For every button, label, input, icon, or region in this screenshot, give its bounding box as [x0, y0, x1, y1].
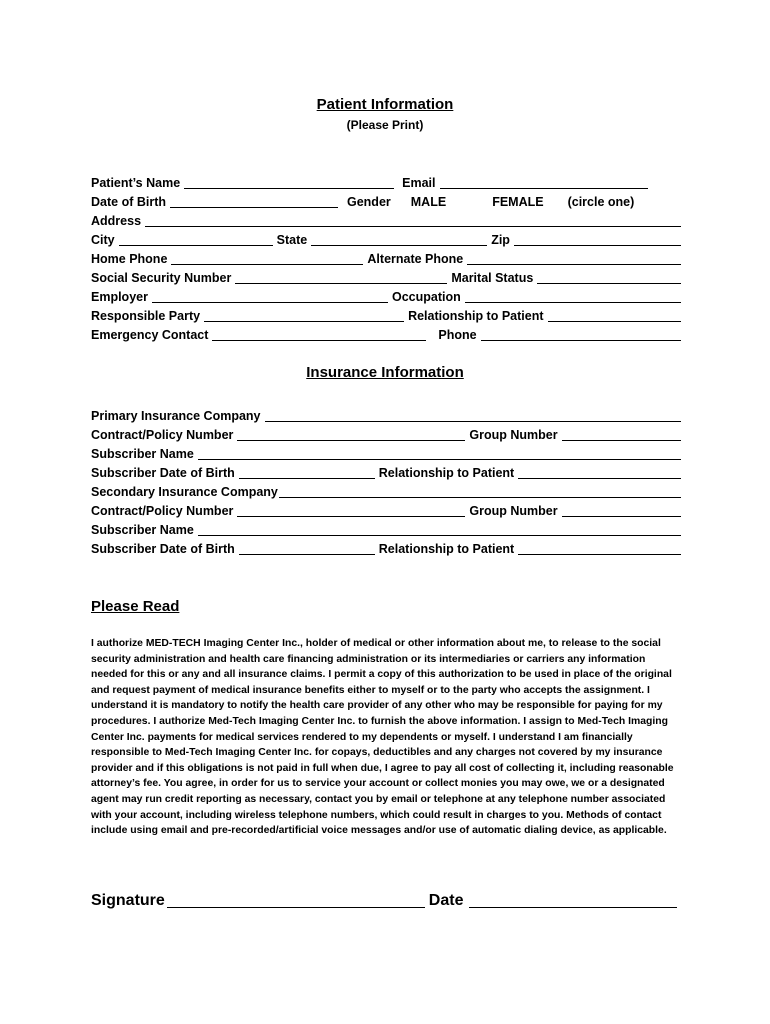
emergency-contact-field[interactable]: [212, 328, 426, 341]
row-address: [91, 212, 681, 228]
page-subtitle: (Please Print): [346, 118, 424, 132]
circle-one-hint: (circle one): [567, 195, 635, 209]
secondary-relationship-field[interactable]: [518, 542, 681, 555]
row-phones: [91, 250, 681, 266]
city-field[interactable]: [119, 233, 273, 246]
dob-field[interactable]: [170, 195, 338, 208]
emergency-contact-label: Emergency Contact: [91, 328, 209, 342]
ssn-field[interactable]: [235, 271, 447, 284]
secondary-relationship-label: Relationship to Patient: [378, 542, 515, 556]
gender-male-option[interactable]: MALE: [410, 195, 447, 209]
page-title: Patient Information: [316, 96, 454, 113]
patient-name-label: Patient’s Name: [91, 176, 181, 190]
secondary-subscriber-name-field[interactable]: [198, 523, 681, 536]
date-label: Date: [428, 892, 464, 909]
signature-field[interactable]: [167, 890, 425, 908]
secondary-subscriber-name-label: Subscriber Name: [91, 523, 194, 537]
responsible-party-field[interactable]: [204, 309, 404, 322]
please-read-heading: Please Read: [91, 598, 180, 615]
phone-label: Phone: [438, 328, 477, 342]
row-secondary-subscriber: [91, 521, 681, 537]
primary-relationship-label: Relationship to Patient: [378, 466, 515, 480]
zip-label: Zip: [491, 233, 510, 247]
address-field[interactable]: [145, 214, 681, 227]
employer-field[interactable]: [152, 290, 388, 303]
row-secondary-company: [91, 483, 681, 499]
secondary-subscriber-dob-field[interactable]: [239, 542, 375, 555]
email-field[interactable]: [440, 176, 648, 189]
relationship-label: Relationship to Patient: [408, 309, 544, 323]
row-primary-subscriber-dob: [91, 464, 681, 480]
row-primary-policy: [91, 426, 681, 442]
occupation-label: Occupation: [391, 290, 461, 304]
home-phone-field[interactable]: [171, 252, 363, 265]
row-primary-subscriber: [91, 445, 681, 461]
secondary-group-field[interactable]: [562, 504, 681, 517]
occupation-field[interactable]: [465, 290, 681, 303]
date-field[interactable]: [469, 890, 677, 908]
marital-status-label: Marital Status: [451, 271, 534, 285]
secondary-subscriber-dob-label: Subscriber Date of Birth: [91, 542, 235, 556]
row-emergency: [91, 326, 681, 342]
gender-label: Gender: [347, 195, 391, 209]
employer-label: Employer: [91, 290, 148, 304]
primary-subscriber-dob-label: Subscriber Date of Birth: [91, 466, 235, 480]
row-secondary-policy: [91, 502, 681, 518]
primary-policy-label: Contract/Policy Number: [91, 428, 234, 442]
secondary-policy-field[interactable]: [237, 504, 465, 517]
gender-female-option[interactable]: FEMALE: [492, 195, 544, 209]
primary-relationship-field[interactable]: [518, 466, 681, 479]
row-city-state-zip: [91, 231, 681, 247]
home-phone-label: Home Phone: [91, 252, 168, 266]
phone-field[interactable]: [481, 328, 681, 341]
row-signature-date: [91, 888, 681, 910]
primary-subscriber-dob-field[interactable]: [239, 466, 375, 479]
row-employer-occupation: [91, 288, 681, 304]
primary-group-label: Group Number: [469, 428, 558, 442]
row-primary-company: [91, 407, 681, 423]
primary-policy-field[interactable]: [237, 428, 465, 441]
primary-company-label: Primary Insurance Company: [91, 409, 261, 423]
signature-label: Signature: [91, 892, 165, 909]
dob-label: Date of Birth: [91, 195, 166, 209]
primary-subscriber-name-label: Subscriber Name: [91, 447, 194, 461]
secondary-company-label: Secondary Insurance Company: [91, 485, 278, 499]
primary-group-field[interactable]: [562, 428, 681, 441]
row-secondary-subscriber-dob: [91, 540, 681, 556]
state-field[interactable]: [311, 233, 487, 246]
alt-phone-field[interactable]: [467, 252, 681, 265]
state-label: State: [276, 233, 308, 247]
marital-status-field[interactable]: [537, 271, 681, 284]
patient-name-field[interactable]: [184, 176, 394, 189]
row-responsible-party: [91, 307, 681, 323]
ssn-label: Social Security Number: [91, 271, 232, 285]
relationship-field[interactable]: [548, 309, 681, 322]
authorization-paragraph: I authorize MED-TECH Imaging Center Inc., holder of medical or other information about me, to release to the social security administration and health care financing administration or its intermediaries or carriers any information needed for this or any and all insurance claims. I permit a copy of this authorization to be used in place of the original and request payment of medical insurance benefits either to myself or to the party who accepts the assignment. I understand it is mandatory to notify the health care provider of any other who may be responsible for paying for my procedures. I authorize Med-Tech Imaging Center Inc. to furnish the above information. I assign to Med-Tech Imaging Center Inc. payments for medical services rendered to my dependents or myself. I understand I am financially responsible to Med-Tech Imaging Center Inc. for copays, deductibles and any charges not covered by my insurance provider and if this obligations is not paid in full when due, I agree to pay all cost of collecting it, including reasonable attorney’s fee. You agree, in order for us to service your account or collect monies you may owe, we or a designated agent may run credit reporting as necessary, contact you by email or telephone at any telephone number associated with your account, including wireless telephone numbers, which could result in charges to you. Methods of contact include using email and pre-recorded/artificial voice messages and/or use of automatic dialing device, as applicable.: [91, 638, 674, 837]
secondary-group-label: Group Number: [469, 504, 558, 518]
city-label: City: [91, 233, 115, 247]
row-name-email: [91, 174, 681, 190]
address-label: Address: [91, 214, 142, 228]
row-dob-gender: [91, 193, 681, 209]
row-ssn-marital: [91, 269, 681, 285]
insurance-title: Insurance Information: [306, 364, 464, 381]
secondary-policy-label: Contract/Policy Number: [91, 504, 234, 518]
alt-phone-label: Alternate Phone: [367, 252, 464, 266]
email-label: Email: [402, 176, 436, 190]
primary-subscriber-name-field[interactable]: [198, 447, 681, 460]
responsible-party-label: Responsible Party: [91, 309, 201, 323]
primary-company-field[interactable]: [265, 409, 681, 422]
zip-field[interactable]: [514, 233, 681, 246]
secondary-company-field[interactable]: [279, 485, 681, 498]
